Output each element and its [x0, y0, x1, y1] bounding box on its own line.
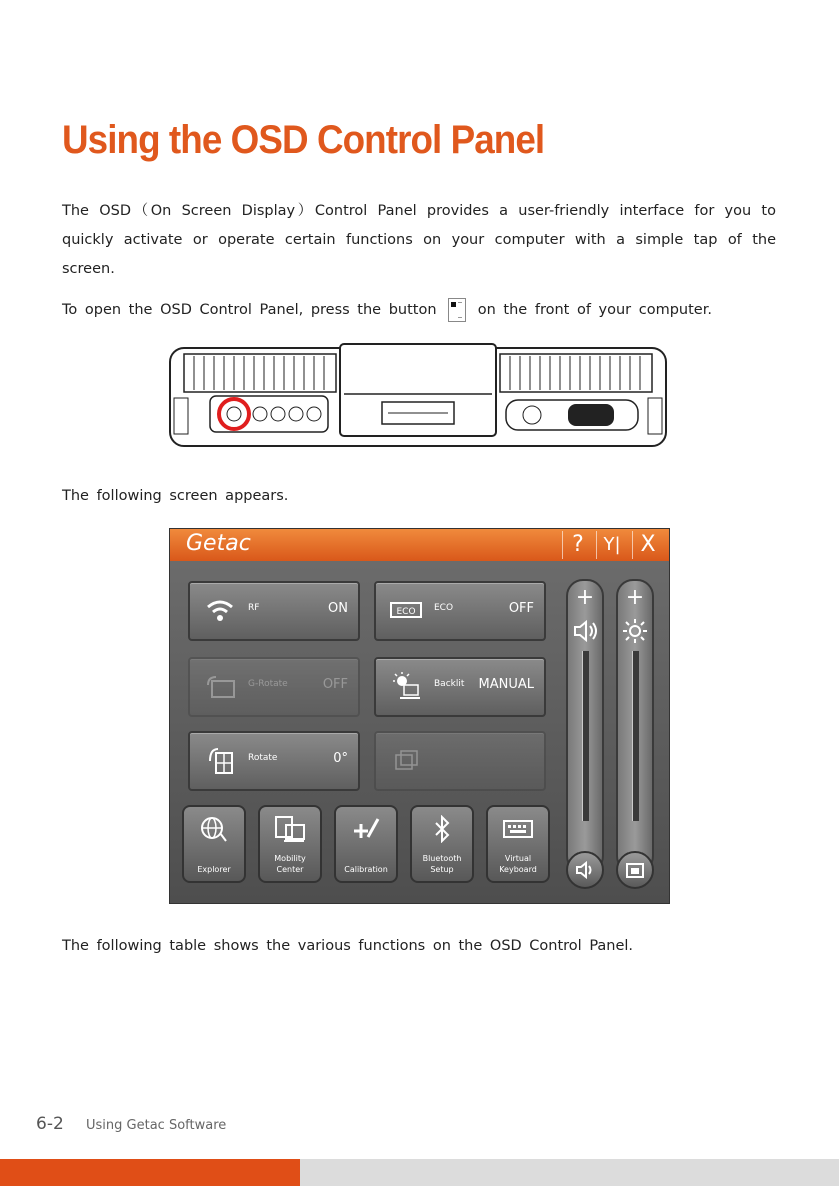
svg-text:ECO: ECO: [396, 607, 416, 617]
mute-speaker-icon: [568, 853, 602, 887]
osd-button-icon: [448, 298, 466, 322]
open-instructions-paragraph: [62, 296, 792, 325]
eco-value: OFF: [508, 601, 534, 616]
blank-tile: [374, 731, 546, 791]
eco-label: ECO: [434, 603, 454, 613]
rotate-value: 0°: [333, 751, 348, 766]
volume-up-button[interactable]: +: [575, 585, 595, 610]
page-title: Using the OSD Control Panel: [62, 118, 545, 162]
brightness-icon: [620, 617, 650, 645]
g-rotate-label: G-Rotate: [248, 679, 288, 689]
globe-icon: [198, 815, 230, 843]
eco-toggle[interactable]: [374, 581, 546, 641]
mobility-center-button[interactable]: [258, 805, 322, 883]
rotate-label: Rotate: [248, 753, 278, 763]
rf-toggle[interactable]: [188, 581, 360, 641]
help-button[interactable]: ?: [562, 531, 593, 559]
footer-accent-bar: [0, 1159, 300, 1186]
rotate-icon: [204, 745, 236, 775]
speaker-icon: [570, 617, 600, 645]
osd-control-panel: [169, 528, 670, 904]
brightness-up-button[interactable]: +: [625, 585, 645, 610]
brightness-slider[interactable]: [616, 579, 654, 873]
footer-section-title: Using Getac Software: [86, 1118, 227, 1133]
display-off-icon: [618, 853, 652, 887]
backlit-value: MANUAL: [478, 677, 534, 692]
getac-logo: Getac: [186, 531, 251, 556]
g-rotate-icon: [204, 671, 236, 701]
intro-paragraph: The OSD（On Screen Display）Control Panel provides a user-friendly interface for you to quickly activate or operate certain functions on your computer with a simple tap of the screen.: [62, 203, 776, 277]
screen-appears-paragraph: The following screen appears.: [62, 488, 289, 504]
volume-track[interactable]: [582, 651, 589, 821]
brightness-track[interactable]: [632, 651, 639, 821]
explorer-label: Explorer: [197, 865, 231, 874]
explorer-button[interactable]: [182, 805, 246, 883]
footer-gray-bar: [300, 1159, 839, 1186]
settings-button[interactable]: Y|: [596, 531, 627, 559]
calibration-button[interactable]: [334, 805, 398, 883]
open-instructions-text-after: on the front of your computer.: [477, 302, 712, 318]
bluetooth-setup-label: Bluetooth Setup: [422, 854, 462, 874]
virtual-keyboard-button[interactable]: [486, 805, 550, 883]
laptop-front-illustration: [160, 340, 676, 450]
backlit-toggle[interactable]: [374, 657, 546, 717]
rf-label: RF: [248, 603, 260, 613]
backlit-label: Backlit: [434, 679, 465, 689]
osd-title-bar: [170, 529, 669, 561]
mobility-center-label: Mobility Center: [274, 854, 306, 874]
keyboard-icon: [502, 815, 534, 843]
rf-value: ON: [328, 601, 348, 616]
close-button[interactable]: X: [632, 531, 663, 559]
mute-button[interactable]: [566, 851, 604, 889]
bluetooth-icon: [426, 815, 458, 843]
rotate-toggle[interactable]: [188, 731, 360, 791]
g-rotate-toggle[interactable]: [188, 657, 360, 717]
g-rotate-value: OFF: [322, 677, 348, 692]
table-intro-paragraph: The following table shows the various functions on the OSD Control Panel.: [62, 938, 634, 954]
open-instructions-text-before: To open the OSD Control Panel, press the button: [62, 302, 437, 318]
blank-icon: [390, 745, 422, 775]
backlit-icon: [390, 671, 422, 701]
display-off-button[interactable]: [616, 851, 654, 889]
bluetooth-setup-button[interactable]: [410, 805, 474, 883]
wifi-icon: [204, 595, 236, 625]
mobility-icon: [274, 815, 306, 843]
page-number: 6-2: [36, 1114, 64, 1134]
calibration-icon: [350, 815, 382, 843]
volume-slider[interactable]: [566, 579, 604, 873]
virtual-keyboard-label: Virtual Keyboard: [499, 854, 537, 874]
eco-icon: [390, 595, 422, 625]
calibration-label: Calibration: [344, 865, 388, 874]
